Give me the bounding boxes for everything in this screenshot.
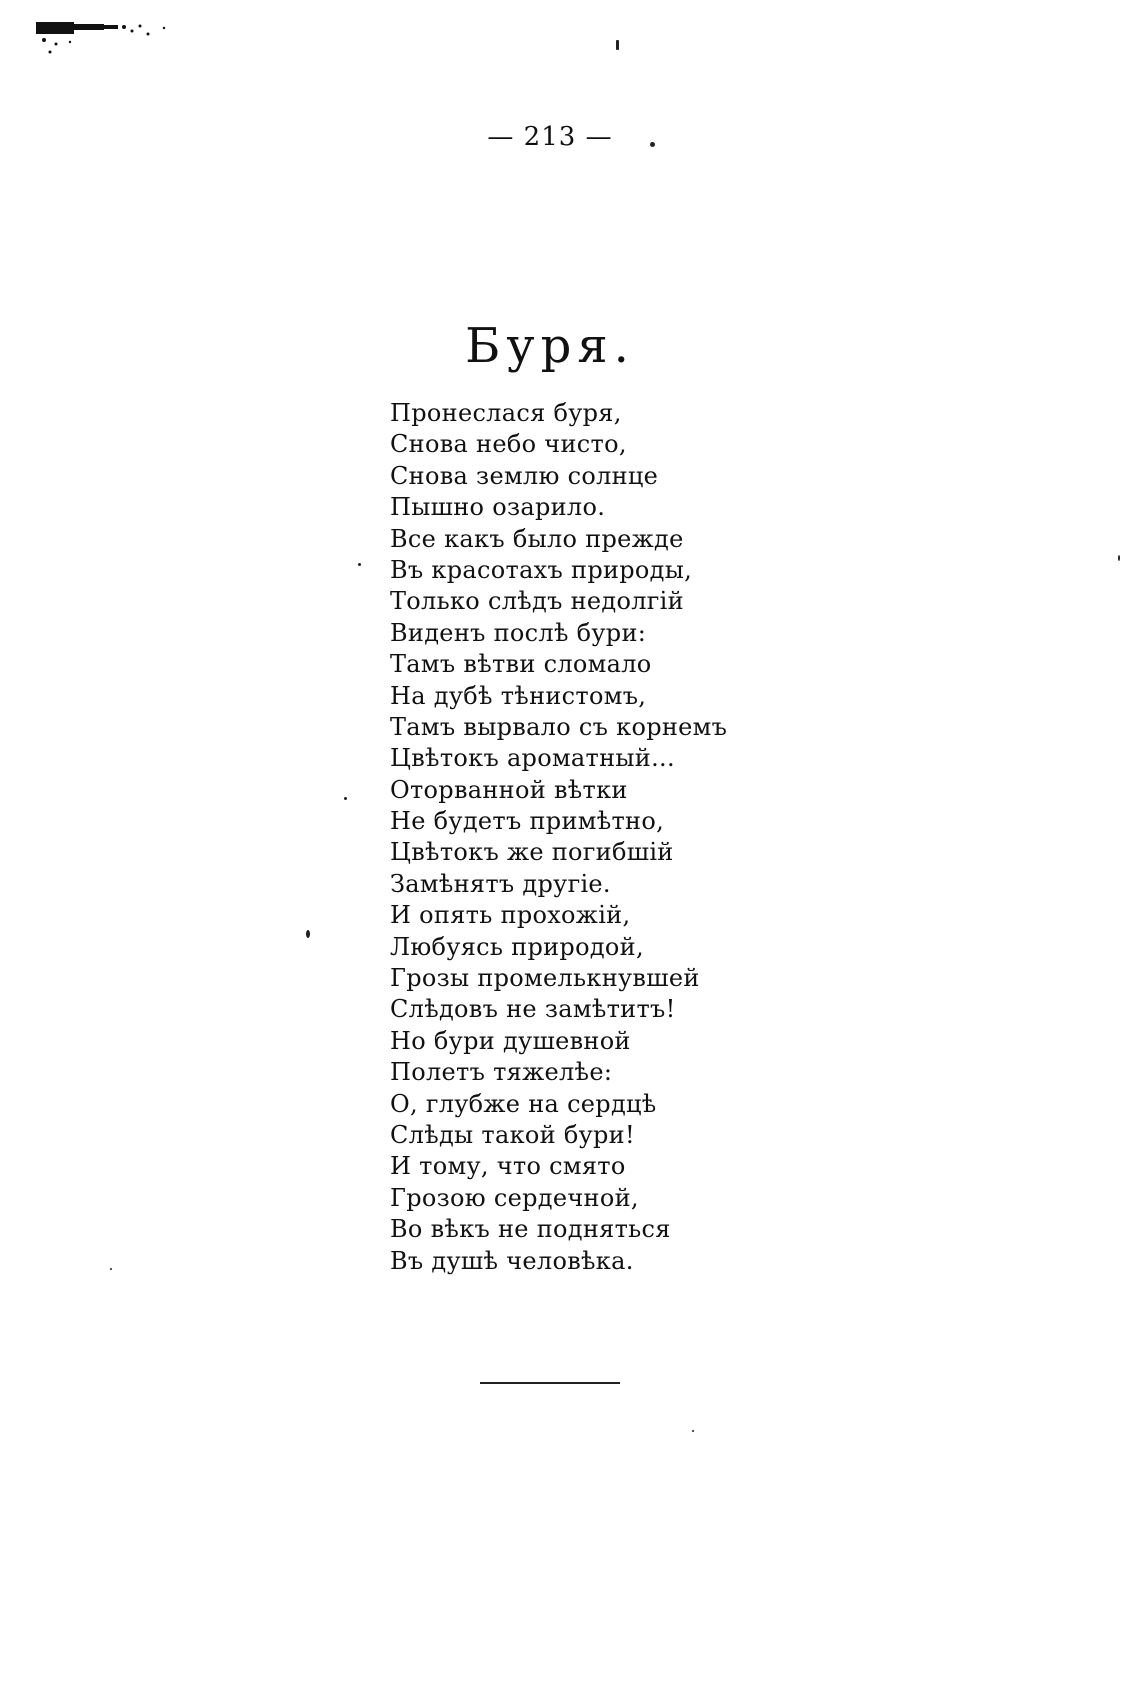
poem-line: Во вѣкъ не подняться [390, 1215, 671, 1244]
scan-speck [692, 1430, 694, 1432]
scan-speck [616, 40, 619, 50]
poem-line: Пронеслася буря, [390, 399, 622, 427]
poem-line: Пышно озарило. [390, 493, 606, 522]
poem-line: Оторванной вѣтки [390, 775, 628, 804]
poem-line: Замѣнятъ другіе. [390, 869, 611, 898]
scan-speck [110, 1268, 112, 1270]
poem-line: Полетъ тяжелѣе: [390, 1058, 613, 1087]
section-divider [480, 1382, 620, 1384]
poem-line: Но бури душевной [390, 1026, 631, 1055]
poem-line: Грозы промелькнувшей [390, 964, 700, 993]
page-number: — 213 — [487, 122, 613, 152]
poem-line: Виденъ послѣ бури: [390, 618, 647, 647]
poem-line: Тамъ вырвало съ корнемъ [390, 712, 728, 741]
scan-speck [358, 563, 361, 566]
poem-line: И опять прохожій, [390, 901, 631, 930]
poem-body [390, 398, 727, 1277]
poem-line: О, глубже на сердцѣ [390, 1089, 657, 1118]
poem-line: Грозою сердечной, [390, 1183, 639, 1212]
poem-line: Не будетъ примѣтно, [390, 807, 665, 836]
poem-line: На дубѣ тѣнистомъ, [390, 681, 647, 710]
poem-line: Слѣды такой бури! [390, 1120, 635, 1149]
poem-line: Только слѣдъ недолгій [390, 587, 684, 616]
scan-noise-mark [36, 22, 176, 62]
poem-line: Снова землю солнце [390, 461, 659, 490]
poem-line: Цвѣтокъ ароматный... [390, 744, 675, 773]
poem-line: И тому, что смято [390, 1152, 626, 1181]
scan-speck [344, 797, 347, 800]
poem-line: Цвѣтокъ же погибшій [390, 838, 674, 867]
poem-line: Слѣдовъ не замѣтитъ! [390, 995, 676, 1024]
poem-line: Тамъ вѣтви сломало [390, 650, 652, 679]
poem-line: Снова небо чисто, [390, 430, 627, 459]
poem-line: Въ красотахъ природы, [390, 555, 693, 584]
poem-title: Буря. [465, 318, 635, 374]
poem-line: Въ душѣ человѣка. [390, 1246, 634, 1275]
poem-line: Любуясь природой, [390, 932, 644, 961]
scan-speck [306, 930, 310, 938]
scan-speck [1118, 555, 1120, 561]
poem-line: Все какъ было прежде [390, 524, 684, 553]
